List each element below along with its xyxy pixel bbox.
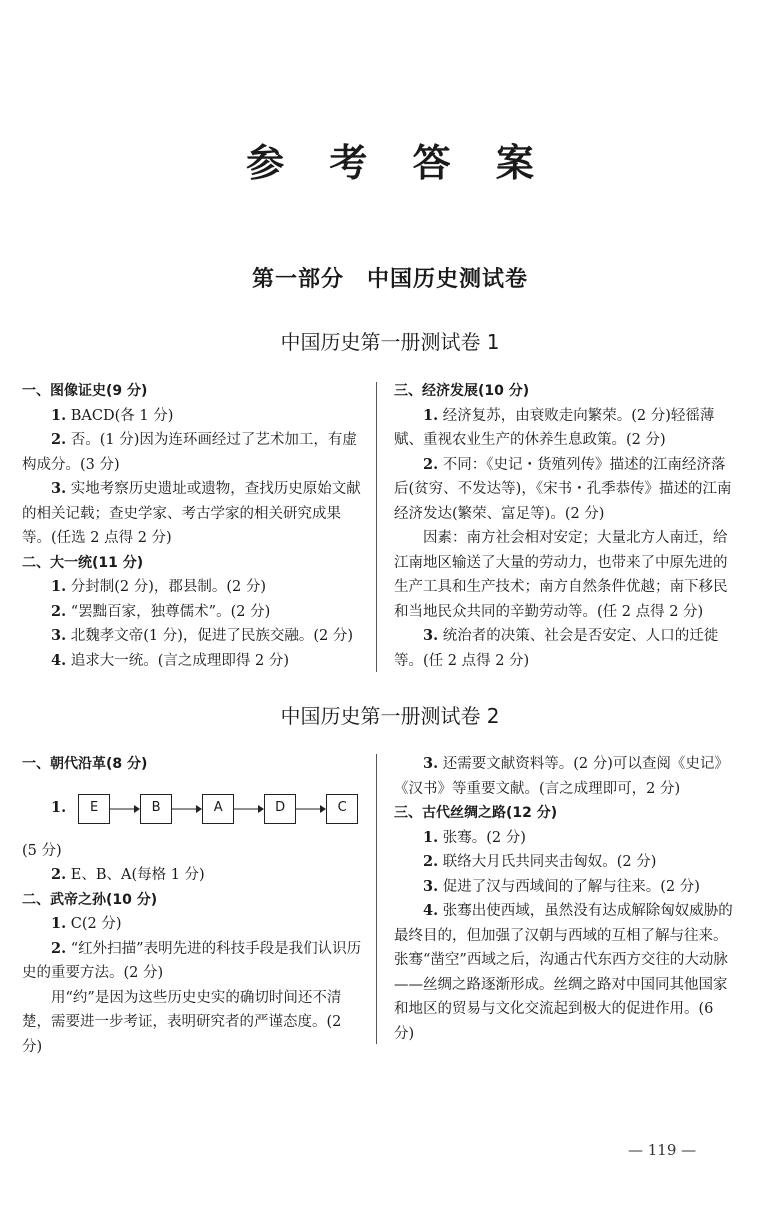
section-heading: 一、朝代沿革(8 分) <box>22 756 148 772</box>
answer-item <box>22 986 362 1060</box>
arrow-right-icon <box>172 803 202 815</box>
arrow-right-icon <box>234 803 264 815</box>
paper1-title: 中国历史第一册测试卷 1 <box>280 330 500 354</box>
item-number: 1. <box>51 799 67 817</box>
item-number: 2. <box>51 431 67 448</box>
answer-text: 经济复苏，由衰败走向繁荣。(2 分)轻徭薄赋、重视农业生产的休养生息政策。(2 分) <box>394 407 715 448</box>
item-number: 4. <box>51 651 67 669</box>
paper2-title: 中国历史第一册测试卷 2 <box>280 704 500 728</box>
answer-item <box>22 575 362 600</box>
item-number: 2. <box>423 853 439 870</box>
answer-item <box>22 937 362 986</box>
item-number: 1. <box>51 406 67 424</box>
part-title: 第一部分 中国历史测试卷 <box>251 267 528 292</box>
answer-text: 因素：南方社会相对安定；大量北方人南迁，给江南地区输送了大量的劳动力，也带来了中原先进的生产工具和生产技术；南方自然条件优越；南下移民和当地民众共同的辛勤劳动等。(任 2 点得 2 分) <box>394 530 728 620</box>
answer-text: 统治者的决策、社会是否安定、人口的迁徙等。(任 2 点得 2 分) <box>394 628 719 669</box>
section-heading: 三、经济发展(10 分) <box>394 383 530 399</box>
section-heading: 二、武帝之孙(10 分) <box>22 891 158 908</box>
paper1-right-column <box>394 379 734 673</box>
answer-text: 北魏孝文帝(1 分)，促进了民族交融。(2 分) <box>66 628 354 644</box>
column-divider <box>376 754 377 1044</box>
answer-text: 追求大一统。(言之成理即得 2 分) <box>66 652 290 669</box>
answer-item <box>394 850 734 875</box>
answer-item <box>22 624 362 649</box>
answer-item <box>394 453 734 527</box>
answer-item <box>394 826 734 851</box>
item-number: 3. <box>423 627 439 644</box>
paper2-right-column <box>394 752 734 1046</box>
column-divider <box>376 382 377 672</box>
item-number: 2. <box>423 455 439 473</box>
answer-item <box>394 404 734 453</box>
answer-item <box>22 428 362 477</box>
item-number: 4. <box>423 902 439 919</box>
answer-text: 分封制(2 分)，郡县制。(2 分) <box>66 579 267 595</box>
answer-text: C(2 分) <box>66 916 122 932</box>
answer-item <box>394 526 734 624</box>
flow-box: D <box>264 794 296 824</box>
answer-item <box>22 404 362 429</box>
answer-text: “红外扫描”表明先进的科技手段是我们认识历史的重要方法。(2 分) <box>22 940 362 981</box>
item-number: 1. <box>51 578 67 595</box>
answer-item <box>394 624 734 673</box>
dynasty-flow-diagram <box>22 783 362 835</box>
answer-item <box>22 600 362 625</box>
item-number: 2. <box>51 602 67 620</box>
answer-item <box>394 752 734 801</box>
answer-text: 张骞。(2 分) <box>438 829 526 846</box>
item-number: 3. <box>51 480 67 497</box>
flow-box: B <box>140 794 172 824</box>
answer-item <box>394 875 734 900</box>
answer-item <box>22 912 362 937</box>
flow-box: A <box>202 794 234 824</box>
answer-text: E、B、A(每格 1 分) <box>66 867 205 883</box>
section-heading: 一、图像证史(9 分) <box>22 383 148 399</box>
item-number: 3. <box>423 755 439 772</box>
answer-item <box>22 649 362 674</box>
page-number: — 119 — <box>628 1141 697 1159</box>
paper2-left-column <box>22 752 362 1059</box>
answer-text: 促进了汉与西域间的了解与往来。(2 分) <box>438 878 700 895</box>
page-title: 参 考 答 案 <box>246 140 550 185</box>
item-number: 2. <box>51 939 67 957</box>
answer-item <box>22 477 362 551</box>
item-number: 1. <box>423 828 439 846</box>
answer-text: BACD(各 1 分) <box>66 407 174 424</box>
flow-box: C <box>326 794 358 824</box>
answer-text: 联络大月氏共同夹击匈奴。(2 分) <box>438 854 657 870</box>
answer-text: 实地考察历史遗址或遗物，查找历史原始文献的相关记载；查史学家、考古学家的相关研究成果等。(任选 2 点得 2 分) <box>22 481 361 546</box>
answer-text: 张骞出使西域，虽然没有达成解除匈奴威胁的最终目的，但加强了汉朝与西域的互相了解与往来。张骞“凿空”西域之后，沟通古代东西方交往的大动脉——丝绸之路逐渐形成。丝绸之路对中国同其他国家和地区的贸易与文化交流起到极大的促进作用。(6 分) <box>394 903 733 1042</box>
arrow-right-icon <box>110 803 140 815</box>
paper2-left-items <box>22 863 362 1059</box>
answer-text: “罢黜百家，独尊儒术”。(2 分) <box>66 603 271 620</box>
item-number: 1. <box>51 915 67 932</box>
item-number: 3. <box>423 877 439 895</box>
section-heading: 三、古代丝绸之路(12 分) <box>394 805 558 821</box>
item-number: 1. <box>423 406 439 424</box>
paper1-left-column <box>22 379 362 673</box>
answer-text: 否。(1 分)因为连环画经过了艺术加工，有虚构成分。(3 分) <box>22 432 357 473</box>
score-text: (5 分) <box>22 842 62 859</box>
answer-item <box>22 863 362 888</box>
answer-text: 不同：《史记・货殖列传》描述的江南经济落后(贫穷、不发达等)，《宋书・孔季恭传》描述的江南经济发达(繁荣、富足等)。(2 分) <box>394 456 732 522</box>
item-number: 3. <box>51 627 67 644</box>
answer-item <box>394 899 734 1046</box>
answer-text: 用“约”是因为这些历史史实的确切时间还不清楚，需要进一步考证，表明研究者的严谨态度。(2 分) <box>22 989 342 1055</box>
answer-text: 还需要文献资料等。(2 分)可以查阅《史记》《汉书》等重要文献。(言之成理即可，2 分) <box>394 756 729 797</box>
flow-box: E <box>78 794 110 824</box>
item-number: 2. <box>51 866 67 883</box>
arrow-right-icon <box>296 803 326 815</box>
section-heading: 二、大一统(11 分) <box>22 554 144 571</box>
